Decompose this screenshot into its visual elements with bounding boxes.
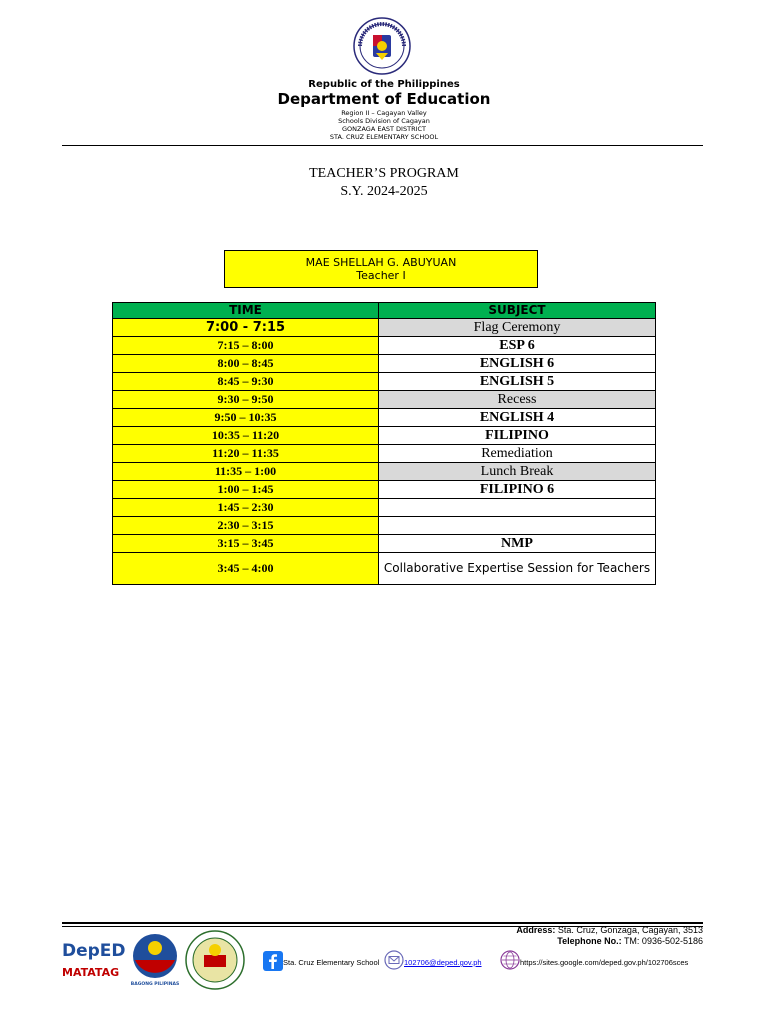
department-title: Department of Education (277, 90, 491, 108)
district-label: GONZAGA EAST DISTRICT (341, 125, 427, 133)
time-cell: 8:00 – 8:45 (113, 355, 379, 373)
footer-logos (60, 930, 250, 990)
subject-cell (379, 517, 656, 535)
globe-icon[interactable] (500, 950, 520, 970)
program-title: TEACHER’S PROGRAM (309, 166, 459, 181)
matatag-logo-text: MATATAG (62, 966, 120, 979)
website-link[interactable]: https://sites.google.com/deped.gov.ph/102706sces (520, 958, 689, 967)
time-cell: 10:35 – 11:20 (113, 427, 379, 445)
email-link[interactable]: 102706@deped.gov.ph (404, 958, 482, 967)
subject-cell: Remediation (379, 445, 656, 463)
table-row (113, 373, 656, 391)
time-cell: 3:45 – 4:00 (113, 553, 379, 585)
footer-divider (62, 922, 703, 924)
table-row (113, 517, 656, 535)
school-label: STA. CRUZ ELEMENTARY SCHOOL (329, 133, 439, 141)
bagong-pilipinas-logo (131, 934, 179, 987)
school-year: S.Y. 2024-2025 (340, 184, 428, 199)
teacher-name: MAE SHELLAH G. ABUYUAN (305, 256, 457, 269)
facebook-icon[interactable] (263, 951, 283, 971)
time-cell: 11:20 – 11:35 (113, 445, 379, 463)
subject-cell: NMP (379, 535, 656, 553)
table-row (113, 427, 656, 445)
division-label: Schools Division of Cagayan (338, 117, 430, 125)
time-cell: 7:15 – 8:00 (113, 337, 379, 355)
table-row (113, 499, 656, 517)
phone-value: TM: 0936-502-5186 (623, 936, 703, 946)
table-row (113, 337, 656, 355)
school-seal-icon (186, 931, 244, 989)
region-label: Region II – Cagayan Valley (341, 109, 427, 117)
subject-cell: Recess (379, 391, 656, 409)
subject-cell: ENGLISH 5 (379, 373, 656, 391)
address-label: Address: (516, 925, 556, 935)
subject-cell: Lunch Break (379, 463, 656, 481)
table-row (113, 553, 656, 585)
time-cell: 11:35 – 1:00 (113, 463, 379, 481)
subject-cell: ENGLISH 6 (379, 355, 656, 373)
subject-cell: FILIPINO (379, 427, 656, 445)
header-divider (62, 145, 703, 146)
time-cell: 9:50 – 10:35 (113, 409, 379, 427)
time-column-header: TIME (113, 303, 379, 319)
deped-seal-icon (353, 17, 411, 75)
subject-cell (379, 499, 656, 517)
time-cell: 1:00 – 1:45 (113, 481, 379, 499)
teacher-position: Teacher I (356, 269, 406, 282)
subject-cell: FILIPINO 6 (379, 481, 656, 499)
subject-cell: Flag Ceremony (379, 319, 656, 337)
time-cell: 7:00 - 7:15 (113, 319, 379, 337)
address-value: Sta. Cruz, Gonzaga, Cagayan, 3513 (557, 925, 703, 935)
subject-cell: ESP 6 (379, 337, 656, 355)
table-row (113, 391, 656, 409)
time-cell: 8:45 – 9:30 (113, 373, 379, 391)
time-cell: 9:30 – 9:50 (113, 391, 379, 409)
schedule-table (112, 302, 656, 585)
time-cell: 1:45 – 2:30 (113, 499, 379, 517)
subject-cell: Collaborative Expertise Session for Teachers (379, 553, 656, 585)
republic-label: Republic of the Philippines (308, 79, 460, 90)
table-row (113, 355, 656, 373)
time-cell: 3:15 – 3:45 (113, 535, 379, 553)
table-row (113, 481, 656, 499)
email-icon[interactable] (384, 950, 404, 970)
subject-cell: ENGLISH 4 (379, 409, 656, 427)
bagong-pilipinas-text: BAGONG PILIPINAS (130, 982, 180, 987)
phone-label: Telephone No.: (557, 936, 622, 946)
time-cell: 2:30 – 3:15 (113, 517, 379, 535)
address-block (516, 925, 703, 947)
table-row (113, 319, 656, 337)
subject-column-header: SUBJECT (379, 303, 656, 319)
table-row (113, 445, 656, 463)
table-row (113, 463, 656, 481)
table-row (113, 409, 656, 427)
facebook-link[interactable]: Sta. Cruz Elementary School (283, 958, 380, 967)
table-row (113, 535, 656, 553)
teacher-box (224, 250, 538, 288)
deped-logo-text: DepED (62, 941, 126, 961)
schedule-header-row (113, 303, 656, 319)
